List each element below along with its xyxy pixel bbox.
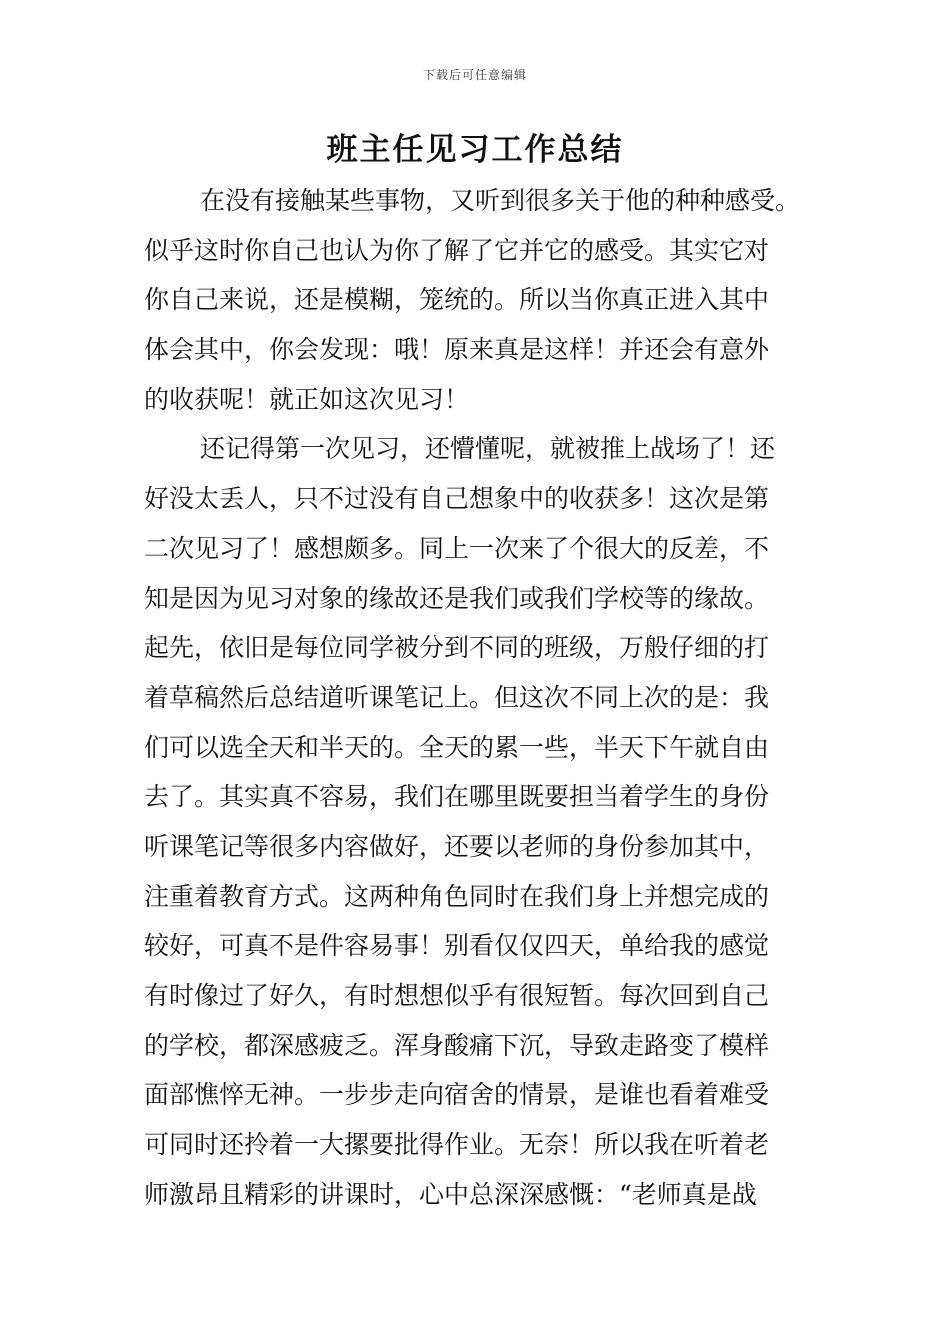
text-line: 知是因为见习对象的缘故还是我们或我们学校等的缘故。: [144, 583, 770, 613]
text-line: 起先，依旧是每位同学被分到不同的班级，万般仔细的打: [144, 633, 770, 663]
text-line: 你自己来说，还是模糊，笼统的。所以当你真正进入其中: [144, 285, 770, 315]
header-note: 下载后可任意编辑: [422, 68, 527, 82]
text-line: 还记得第一次见习，还懵懂呢，就被推上战场了！还: [200, 434, 776, 464]
text-line: 有时像过了好久，有时想想似乎有很短暂。每次回到自己: [144, 981, 770, 1010]
body-text: [144, 176, 814, 1219]
text-line: 注重着教育方式。这两种角色同时在我们身上并想完成的: [144, 881, 770, 911]
text-line: 们可以选全天和半天的。全天的累一些，半天下午就自由: [144, 732, 770, 762]
text-line: 可同时还拎着一大摞要批得作业。无奈！所以我在听着老: [144, 1130, 770, 1160]
text-line: 面部憔悴无神。一步步走向宿舍的情景，是谁也看着难受: [144, 1080, 770, 1110]
text-line: 较好，可真不是件容易事！别看仅仅四天，单给我的感觉: [144, 931, 770, 961]
document-title: 班主任见习工作总结: [326, 132, 624, 168]
text-line: 的收获呢！就正如这次见习！: [144, 384, 470, 414]
text-line: 在没有接触某些事物，又听到很多关于他的种种感受。: [200, 186, 801, 215]
text-line: 去了。其实真不容易，我们在哪里既要担当着学生的身份: [144, 782, 770, 812]
text-line: 好没太丢人，只不过没有自己想象中的收获多！这次是第: [144, 484, 770, 514]
text-line: 师激昂且精彩的讲课时，心中总深深感慨：“老师真是战: [144, 1179, 757, 1209]
text-line: 体会其中，你会发现：哦！原来真是这样！并还会有意外: [144, 335, 770, 365]
text-line: 着草稿然后总结道听课笔记上。但这次不同上次的是：我: [144, 682, 770, 712]
text-line: 似乎这时你自己也认为你了解了它并它的感受。其实它对: [144, 235, 770, 265]
text-line: 听课笔记等很多内容做好，还要以老师的身份参加其中，: [144, 831, 770, 861]
text-line: 的学校，都深感疲乏。浑身酸痛下沉，导致走路变了模样: [144, 1030, 770, 1060]
text-line: 二次见习了！感想颇多。同上一次来了个很大的反差，不: [144, 533, 770, 563]
